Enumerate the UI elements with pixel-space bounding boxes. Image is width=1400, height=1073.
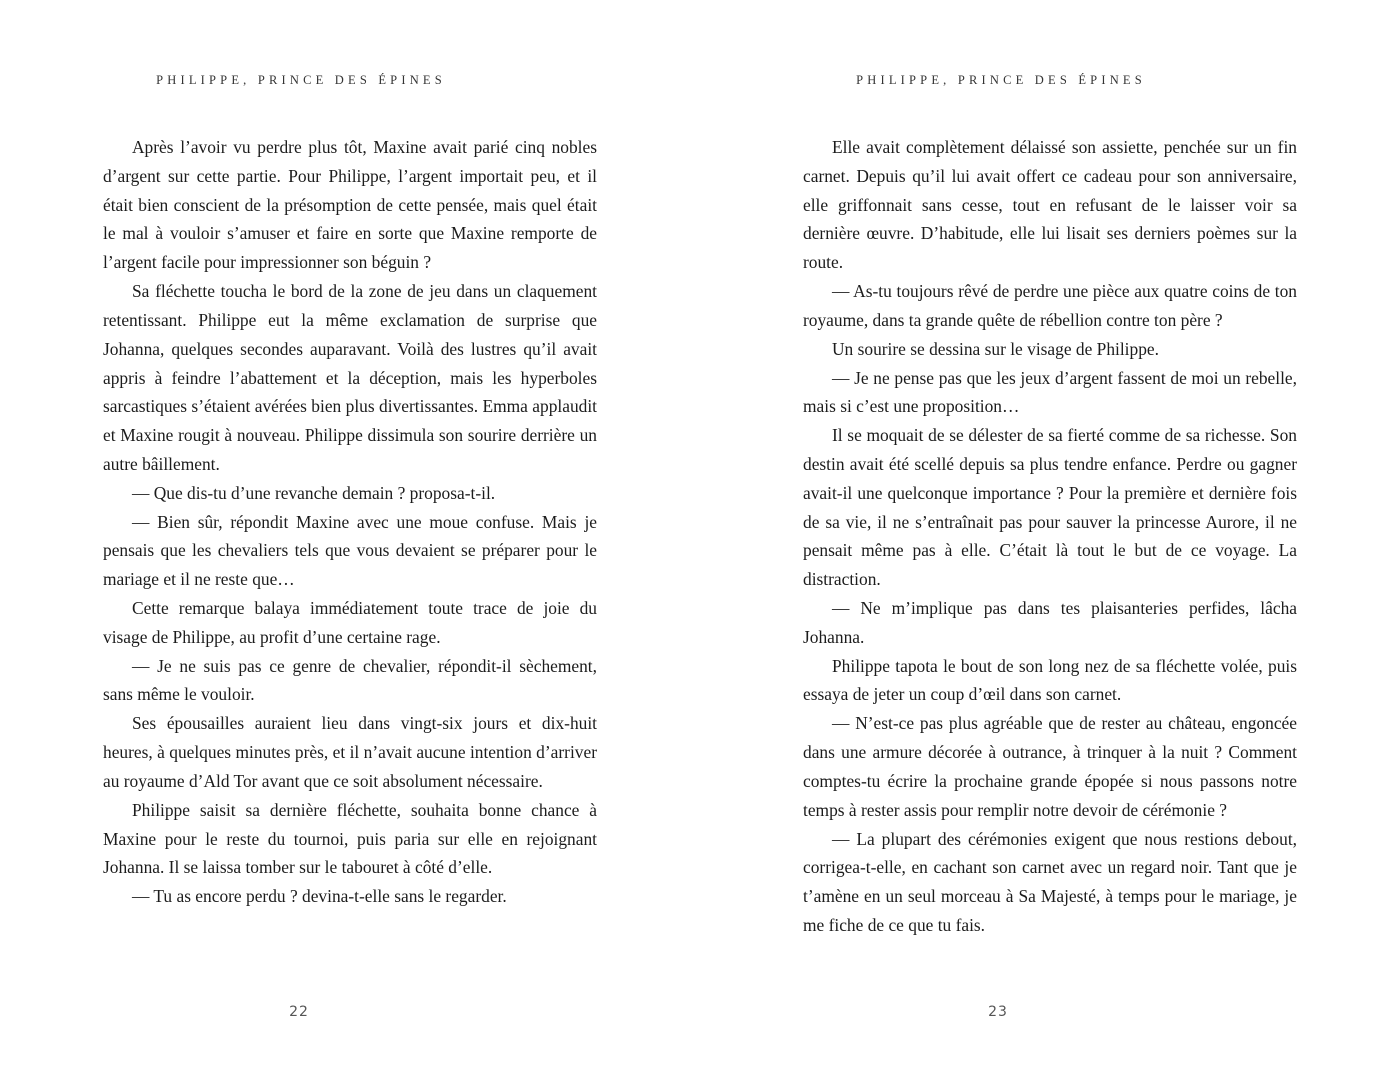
paragraph: Elle avait complètement délaissé son assiette, penchée sur un fin carnet. Depuis qu’il lui avait offert ce cadeau pour son anniversaire, elle griffonnait sans cesse, tout en refusant de le laisser voir sa dernière œuvre. D’habitude, elle lui lisait ses derniers poèmes sur la route. bbox=[803, 137, 1297, 273]
paragraph: — N’est-ce pas plus agréable que de rester au château, engoncée dans une armure décorée à outrance, à trinquer à la nuit ? Comment comptes-tu écrire la prochaine grande épopée si nous passons notre temps à rester assis pour remplir notre devoir de cérémonie ? bbox=[803, 713, 1297, 820]
paragraph: Il se moquait de se délester de sa fierté comme de sa richesse. Son destin avait été scellé depuis sa plus tendre enfance. Perdre ou gagner avait-il une quelconque importance ? Pour la première et dernière fois de sa vie, il ne s’entraînait pas pour sauver la princesse Aurore, il ne pensait même pas à elle. C’était là tout le but de ce voyage. La distraction. bbox=[803, 425, 1297, 590]
paragraph: — Je ne suis pas ce genre de chevalier, répondit-il sèchement, sans même le vouloir. bbox=[103, 655, 597, 705]
page-body bbox=[103, 133, 597, 911]
paragraph: — Tu as encore perdu ? devina-t-elle sans le regarder. bbox=[132, 886, 507, 907]
paragraph: Sa fléchette toucha le bord de la zone de jeu dans un claquement retentissant. Philippe eut la même exclamation de surprise que Johanna, quelques secondes auparavant. Voilà des lustres qu’il avait appris à feindre l’abattement et la déception, mais les hyperboles sarcastiques s’étaient avérées bien plus divertissantes. Emma applaudit et Maxine rougit à nouveau. Philippe dissimula son sourire derrière un autre bâillement. bbox=[103, 281, 597, 474]
paragraph: — Ne m’implique pas dans tes plaisanteries perfides, lâcha Johanna. bbox=[803, 598, 1297, 647]
paragraph: Cette remarque balaya immédiatement toute trace de joie du visage de Philippe, au profit d’une certaine rage. bbox=[103, 598, 597, 647]
page-number: 23 bbox=[988, 1004, 1008, 1020]
paragraph: — Que dis-tu d’une revanche demain ? proposa-t-il. bbox=[132, 482, 496, 503]
page-body bbox=[803, 133, 1297, 940]
running-head: PHILIPPE, PRINCE DES ÉPINES bbox=[856, 73, 1146, 87]
paragraph: — Bien sûr, répondit Maxine avec une moue confuse. Mais je pensais que les chevaliers tels que vous devaient se préparer pour le mariage et il ne reste que… bbox=[103, 511, 597, 590]
right-page bbox=[700, 0, 1400, 1073]
paragraph: — La plupart des cérémonies exigent que nous restions debout, corrigea-t-elle, en cachant son carnet avec un regard noir. Tant que je t’amène en un seul morceau à Sa Majesté, à temps pour le mariage, je me fiche de ce que tu fais. bbox=[803, 828, 1297, 935]
paragraph: — Je ne pense pas que les jeux d’argent fassent de moi un rebelle, mais si c’est une proposition… bbox=[803, 367, 1297, 417]
paragraph: Philippe tapota le bout de son long nez de sa fléchette volée, puis essaya de jeter un coup d’œil dans son carnet. bbox=[803, 655, 1297, 705]
paragraph: — As-tu toujours rêvé de perdre une pièce aux quatre coins de ton royaume, dans ta grande quête de rébellion contre ton père ? bbox=[803, 281, 1297, 330]
paragraph: Après l’avoir vu perdre plus tôt, Maxine avait parié cinq nobles d’argent sur cette partie. Pour Philippe, l’argent importait peu, et il était bien conscient de la présomption de cette pensée, mais quel était le mal à vouloir s’amuser et faire en sorte que Maxine remporte de l’argent facile pour impressionner son béguin ? bbox=[103, 137, 597, 273]
paragraph: Ses épousailles auraient lieu dans vingt-six jours et dix-huit heures, à quelques minutes près, et il n’avait aucune intention d’arriver au royaume d’Ald Tor avant que ce soit absolument nécessaire. bbox=[103, 713, 597, 791]
paragraph: Philippe saisit sa dernière fléchette, souhaita bonne chance à Maxine pour le reste du tournoi, puis paria sur elle en rejoignant Johanna. Il se laissa tomber sur le tabouret à côté d’elle. bbox=[103, 799, 597, 878]
paragraph: Un sourire se dessina sur le visage de Philippe. bbox=[832, 338, 1159, 359]
page-number: 22 bbox=[289, 1004, 309, 1020]
running-head: PHILIPPE, PRINCE DES ÉPINES bbox=[156, 73, 446, 87]
